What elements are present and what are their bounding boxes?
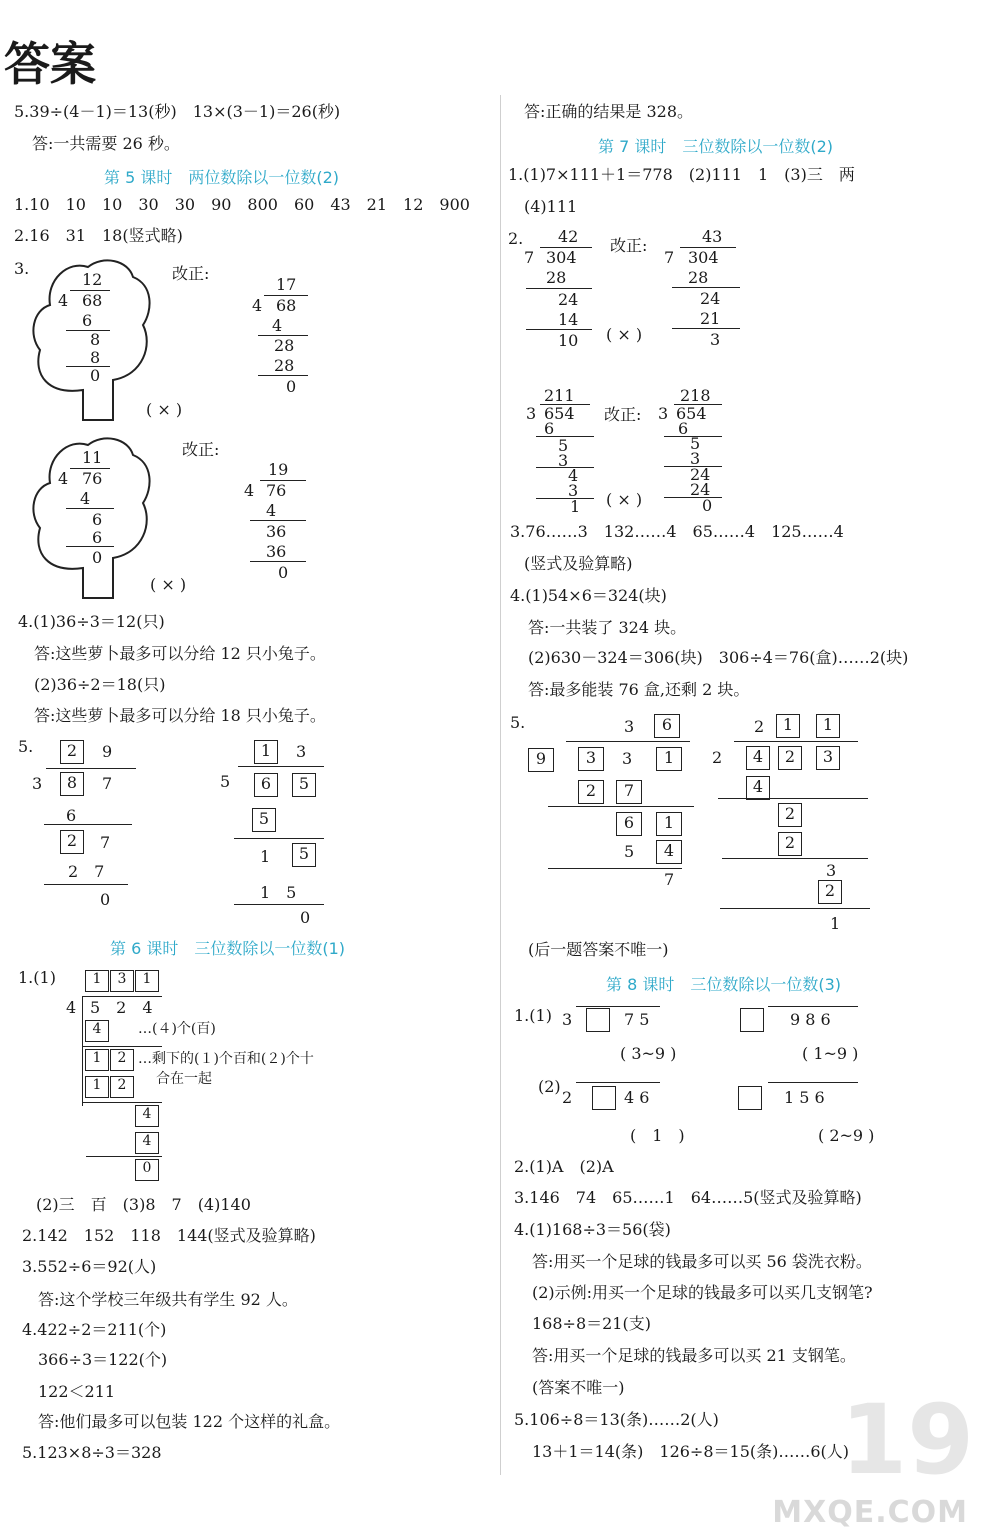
quotient: 211 <box>544 386 575 405</box>
step: 4 <box>272 316 283 335</box>
item-number: 5. <box>510 713 526 732</box>
digit: 2 7 <box>68 862 105 881</box>
correction-label: 改正: <box>604 405 642 424</box>
item-number: 2. <box>508 229 524 248</box>
answer-line: 答:这个学校三年级共有学生 92 人。 <box>38 1290 298 1309</box>
answer-line: 答:正确的结果是 328。 <box>524 102 694 121</box>
answer-line: 4.(1)54×6＝324(块) <box>510 586 667 605</box>
digit: 7 <box>100 833 111 852</box>
digit-box: 2 <box>60 740 84 764</box>
digit-box: 3 <box>816 746 840 770</box>
digit-box: 1 <box>816 714 840 738</box>
correction-label: 改正: <box>182 440 220 459</box>
quotient: 11 <box>82 448 103 467</box>
step-line <box>234 838 324 839</box>
answer-line: 13＋1＝14(条) 126÷8＝15(条)……6(人) <box>532 1442 850 1461</box>
digits: 9 8 6 <box>790 1010 831 1029</box>
digit-box: 5 <box>252 808 276 832</box>
step-line <box>672 328 740 329</box>
step: 5 <box>690 434 701 453</box>
step: 6 <box>544 419 555 438</box>
item-label: (2) <box>538 1077 561 1096</box>
answer-line: 答:他们最多可以包装 122 个这样的礼盒。 <box>38 1412 341 1431</box>
blank-box <box>586 1008 610 1032</box>
step-line <box>548 806 694 807</box>
digit-box: 4 <box>746 776 770 800</box>
quotient: 218 <box>680 386 711 405</box>
divisor: 3 <box>526 404 537 423</box>
step: 28 <box>274 356 295 375</box>
step: 36 <box>266 542 287 561</box>
step-line <box>82 1102 162 1103</box>
answer-range: ( 1~9 ) <box>802 1044 859 1063</box>
step: 3 <box>568 481 579 500</box>
division-bar <box>46 768 136 769</box>
step-line <box>44 884 128 885</box>
answer-line: 168÷8＝21(支) <box>532 1314 651 1333</box>
section-heading-6: 第 6 课时 三位数除以一位数(1) <box>110 939 346 958</box>
step: 36 <box>266 522 287 541</box>
divisor: 3 <box>562 1010 573 1029</box>
answer-line: (后一题答案不唯一) <box>528 940 669 959</box>
step: 24 <box>558 290 579 309</box>
step: 24 <box>690 465 711 484</box>
answer-line: 5.123×8÷3＝328 <box>22 1443 162 1462</box>
answer-line: 答:这些萝卜最多可以分给 18 只小兔子。 <box>34 706 326 725</box>
digit-box: 2 <box>778 832 802 856</box>
step: 3 <box>710 330 721 349</box>
page-title: 答案 <box>4 37 96 91</box>
answer-line: 答:用买一个足球的钱最多可以买 56 袋洗衣粉。 <box>532 1252 872 1271</box>
item-number: 1.(1) <box>514 1006 552 1025</box>
step-line <box>526 329 592 330</box>
divisor: 5 <box>220 772 231 791</box>
digit-box: 5 <box>292 773 316 797</box>
digit: 0 <box>100 890 111 909</box>
dividend: 654 <box>676 404 707 423</box>
step: 4 <box>266 501 277 520</box>
step: 8 <box>90 348 101 367</box>
answer-line: (2)630－324＝306(块) 306÷4＝76(盒)……2(块) <box>528 648 909 667</box>
page-number: 19 <box>840 1384 974 1496</box>
divisor: 7 <box>524 248 535 267</box>
wrong-mark: ( × ) <box>606 325 643 344</box>
answer-line: 答:一共装了 324 块。 <box>528 618 687 637</box>
step-line <box>86 1156 162 1157</box>
step: 28 <box>688 268 709 287</box>
digits: 4 6 <box>624 1088 650 1107</box>
blank-box <box>592 1086 616 1110</box>
answer-line: 2.16 31 18(竖式略) <box>14 226 183 245</box>
digit-box: 4 <box>135 1105 159 1127</box>
wrong-mark: ( × ) <box>146 400 183 419</box>
division-bar <box>768 1082 858 1083</box>
answer-line: (2)示例:用买一个足球的钱最多可以买几支钢笔? <box>532 1283 873 1302</box>
digit: 0 <box>300 908 311 927</box>
step: 28 <box>274 336 295 355</box>
step: 24 <box>700 289 721 308</box>
correction-label: 改正: <box>610 236 648 255</box>
dividend: 304 <box>546 248 577 267</box>
step: 4 <box>568 466 579 485</box>
answer-line: 1.(1)7×111＋1＝778 (2)111 1 (3)三 两 <box>508 165 855 184</box>
step: 6 <box>92 510 103 529</box>
step-line <box>536 467 594 468</box>
division-bar <box>238 766 324 767</box>
step: 6 <box>92 528 103 547</box>
correction-label: 改正: <box>172 264 210 283</box>
step: 8 <box>90 330 101 349</box>
digit: 3 <box>296 742 307 761</box>
digit-box: 3 <box>578 747 604 771</box>
digit: 3 <box>622 749 633 768</box>
wrong-mark: ( × ) <box>150 575 187 594</box>
quotient: 43 <box>702 227 723 246</box>
wrong-mark: ( × ) <box>606 490 643 509</box>
section-heading-7: 第 7 课时 三位数除以一位数(2) <box>598 137 834 156</box>
digit-box: 2 <box>578 780 604 804</box>
digit-box: 6 <box>654 714 680 738</box>
digit-box: 1 <box>656 747 682 771</box>
digit-box: 1 <box>85 970 109 992</box>
step-line <box>722 858 868 859</box>
quotient: 17 <box>276 275 297 294</box>
step: 1 <box>570 497 581 516</box>
digit-box: 5 <box>292 843 316 867</box>
answer-line: (竖式及验算略) <box>524 554 633 573</box>
divisor: 3 <box>32 774 43 793</box>
division-bar <box>82 996 162 997</box>
watermark-logo: MXQE.COM <box>772 1495 968 1530</box>
step-line <box>672 287 740 288</box>
digit-box: 1 <box>85 1076 109 1098</box>
dividend: 654 <box>544 404 575 423</box>
dividend: 76 <box>266 481 287 500</box>
divisor: 4 <box>252 296 263 315</box>
step: 4 <box>80 489 91 508</box>
answer-line: 122＜211 <box>38 1382 116 1401</box>
divisor: 7 <box>664 248 675 267</box>
digit: 1 <box>260 847 271 866</box>
answer-line: 2.(1)A (2)A <box>514 1157 614 1176</box>
digit: 2 <box>754 717 765 736</box>
step-line <box>664 497 722 498</box>
division-bar <box>566 741 690 742</box>
digit: 5 <box>624 842 635 861</box>
division-bar <box>576 1006 660 1007</box>
step-line <box>258 375 308 376</box>
divisor: 3 <box>658 404 669 423</box>
answer-line: 答:用买一个足球的钱最多可以买 21 支钢笔。 <box>532 1346 856 1365</box>
answer-line: (答案不唯一) <box>532 1378 625 1397</box>
digit: 1 5 <box>260 883 297 902</box>
digit: 7 <box>102 774 113 793</box>
step-line <box>250 520 306 521</box>
digits: 7 5 <box>624 1010 650 1029</box>
step: 24 <box>690 480 711 499</box>
digit-box: 1 <box>776 714 800 738</box>
digit-box: 2 <box>778 803 802 827</box>
step-line <box>66 330 110 331</box>
digit-box: 2 <box>818 880 842 904</box>
answer-range: ( 1 ) <box>630 1126 685 1145</box>
division-bar <box>576 1082 660 1083</box>
answer-line: 2.142 152 118 144(竖式及验算略) <box>22 1226 316 1245</box>
answer-range: ( 2~9 ) <box>818 1126 875 1145</box>
dividend: 68 <box>82 291 103 310</box>
dividend: 304 <box>688 248 719 267</box>
annotation: 合在一起 <box>156 1071 212 1087</box>
answer-line: (2)三 百 (3)8 7 (4)140 <box>36 1195 251 1214</box>
step: 21 <box>700 309 721 328</box>
digit-box: 3 <box>110 970 134 992</box>
digit-box: 7 <box>616 780 642 804</box>
step-line <box>718 798 868 799</box>
step-line <box>66 546 114 547</box>
answer-line: 答:这些萝卜最多可以分给 12 只小兔子。 <box>34 644 326 663</box>
step-line <box>44 824 132 825</box>
item-number: 5. <box>18 737 34 756</box>
answer-line: 答:一共需要 26 秒。 <box>32 134 180 153</box>
digit: 9 <box>102 742 113 761</box>
answer-line: 3.552÷6＝92(人) <box>22 1257 157 1276</box>
blank-box <box>740 1008 764 1032</box>
step: 0 <box>702 496 713 515</box>
item-number: 3. <box>14 259 30 278</box>
answer-line: 1.10 10 10 30 30 90 800 60 43 21 12 900 <box>14 195 470 214</box>
step-line <box>526 288 592 289</box>
digit-box: 1 <box>85 1049 109 1071</box>
step: 0 <box>90 366 101 385</box>
digit-box: 8 <box>60 772 84 796</box>
digit-box: 2 <box>110 1049 134 1071</box>
digit-box: 2 <box>60 830 84 854</box>
step: 6 <box>82 311 93 330</box>
step-line <box>720 908 870 909</box>
answer-line: (4)111 <box>524 197 578 216</box>
digit: 3 <box>826 861 837 880</box>
digit: 7 <box>664 870 675 889</box>
dividend: 76 <box>82 469 103 488</box>
column-divider <box>500 95 501 1475</box>
digit: 6 <box>66 806 77 825</box>
answer-line: 366÷3＝122(个) <box>38 1350 168 1369</box>
step: 6 <box>678 419 689 438</box>
dividend: 68 <box>276 296 297 315</box>
digit: 1 <box>830 914 841 933</box>
digit-box: 2 <box>110 1076 134 1098</box>
step: 3 <box>558 451 569 470</box>
blank-box <box>738 1086 762 1110</box>
digit-box: 2 <box>778 746 802 770</box>
answer-line: (2)36÷2＝18(只) <box>34 675 166 694</box>
digit-box: 4 <box>135 1132 159 1154</box>
step: 10 <box>558 331 579 350</box>
digit: 3 <box>624 717 635 736</box>
step: 0 <box>286 377 297 396</box>
step-line <box>66 366 110 367</box>
division-bar <box>768 1006 858 1007</box>
step: 0 <box>92 548 103 567</box>
dividend: 5 2 4 <box>90 998 153 1017</box>
divisor: 4 <box>66 998 77 1017</box>
divisor: 4 <box>58 469 69 488</box>
answer-line: 4.422÷2＝211(个) <box>22 1320 167 1339</box>
section-heading-8: 第 8 课时 三位数除以一位数(3) <box>606 975 842 994</box>
step: 28 <box>546 268 567 287</box>
step-line <box>66 508 114 509</box>
step: 3 <box>690 449 701 468</box>
digits: 1 5 6 <box>784 1088 825 1107</box>
annotation: …剩下的(１)个百和(２)个十 <box>138 1051 314 1067</box>
answer-line: 答:最多能装 76 盒,还剩 2 块。 <box>528 680 750 699</box>
divisor: 2 <box>562 1088 573 1107</box>
step-line <box>82 1046 162 1047</box>
step: 14 <box>558 310 579 329</box>
step-line <box>250 561 306 562</box>
answer-line: 4.(1)36÷3＝12(只) <box>18 612 165 631</box>
quotient: 19 <box>268 460 289 479</box>
digit-box: 1 <box>656 812 682 836</box>
divisor: 4 <box>244 481 255 500</box>
digit-box: 1 <box>135 970 159 992</box>
division-bracket <box>82 996 83 1106</box>
answer-line: 5.39÷(4－1)＝13(秒) 13×(3－1)＝26(秒) <box>14 102 341 121</box>
divisor: 4 <box>58 291 69 310</box>
digit-box: 4 <box>85 1020 109 1042</box>
step-line <box>234 904 324 905</box>
digit-box: 4 <box>746 746 770 770</box>
digit-box: 6 <box>616 812 642 836</box>
division-bar <box>734 741 858 742</box>
digit-box: 9 <box>528 748 554 772</box>
section-heading-5: 第 5 课时 两位数除以一位数(2) <box>104 168 340 187</box>
answer-line: 3.146 74 65……1 64……5(竖式及验算略) <box>514 1188 862 1207</box>
step-line <box>536 498 594 499</box>
divisor: 2 <box>712 748 723 767</box>
digit-box: 6 <box>254 773 278 797</box>
step: 0 <box>278 563 289 582</box>
answer-line: 4.(1)168÷3＝56(袋) <box>514 1220 671 1239</box>
digit-box: 0 <box>135 1159 159 1181</box>
quotient: 42 <box>558 227 579 246</box>
answer-line: 5.106÷8＝13(条)……2(人) <box>514 1410 719 1429</box>
annotation: …(４)个(百) <box>138 1021 216 1037</box>
item-number: 1.(1) <box>18 968 56 987</box>
digit-box: 1 <box>254 740 278 764</box>
step-line <box>548 868 682 869</box>
answer-range: ( 3~9 ) <box>620 1044 677 1063</box>
answer-line: 3.76……3 132……4 65……4 125……4 <box>510 522 844 541</box>
quotient: 12 <box>82 270 103 289</box>
step: 5 <box>558 436 569 455</box>
digit-box: 4 <box>656 840 682 864</box>
